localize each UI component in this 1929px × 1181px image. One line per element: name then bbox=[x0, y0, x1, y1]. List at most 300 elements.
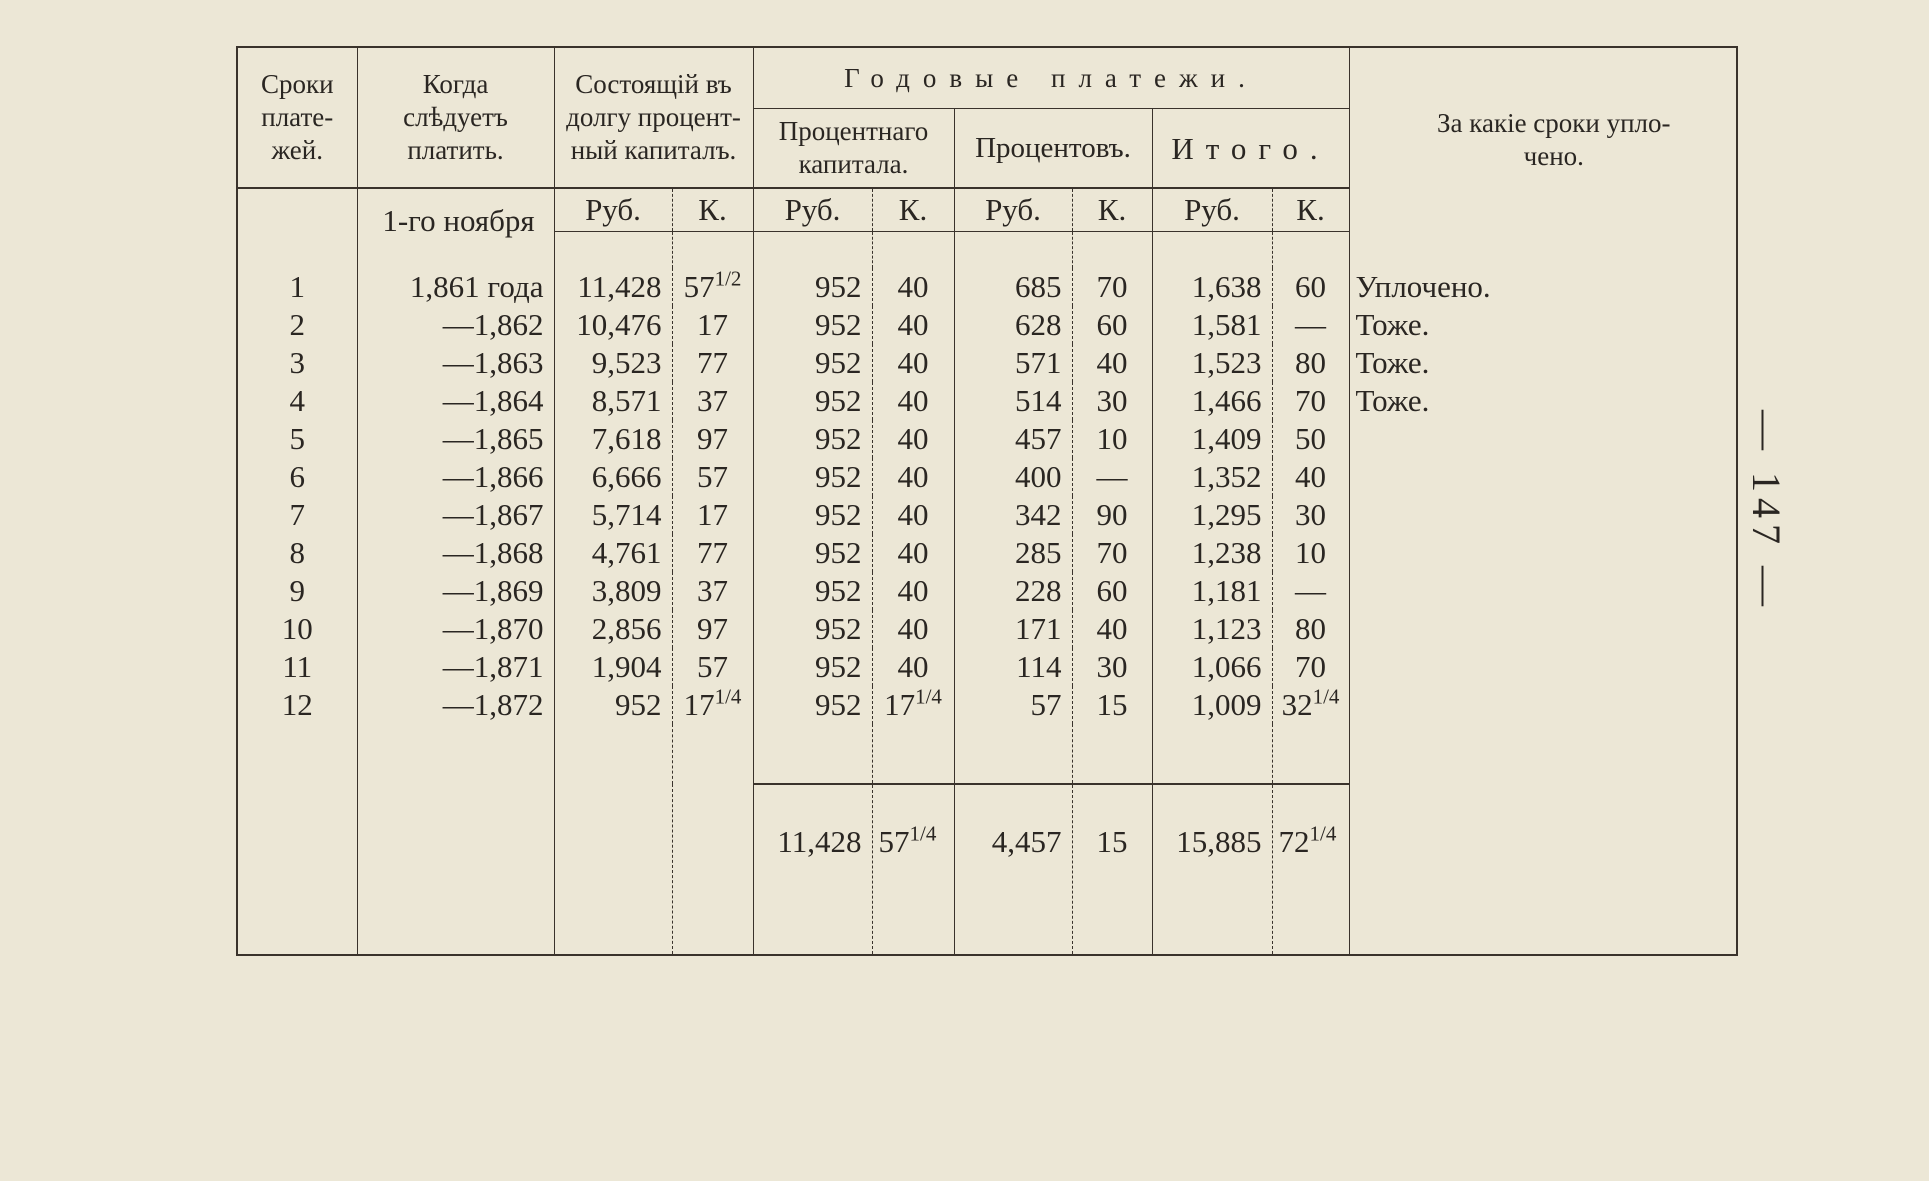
row-paid-note-value: Уплочено. bbox=[1355, 269, 1491, 304]
row-paid-note bbox=[1349, 268, 1737, 306]
row-capital-rub-value: 4,761 bbox=[591, 535, 662, 570]
row-principal-rub-value: 952 bbox=[815, 497, 862, 532]
row-number-value: 2 bbox=[289, 307, 305, 342]
row-total-kop-value: 60 bbox=[1295, 269, 1326, 304]
spacer bbox=[954, 232, 1072, 269]
row-capital-kop-value: 17 bbox=[697, 497, 728, 532]
row-paid-note bbox=[1349, 420, 1737, 458]
row-capital-kop bbox=[672, 268, 753, 306]
row-year-value: —1,864 bbox=[442, 383, 544, 418]
totals-empty bbox=[554, 784, 672, 955]
row-interest-kop-value: 10 bbox=[1096, 421, 1128, 456]
spacer bbox=[554, 724, 672, 784]
row-number bbox=[237, 382, 357, 420]
row-paid-note bbox=[1349, 344, 1737, 382]
row-principal-kop-value: 40 bbox=[897, 611, 929, 646]
row-capital-kop bbox=[672, 648, 753, 686]
row-interest-rub-value: 628 bbox=[1015, 307, 1062, 342]
spacer bbox=[357, 724, 554, 784]
row-year-value: 1,861 года bbox=[409, 269, 544, 304]
row-principal-kop-value: 40 bbox=[897, 649, 929, 684]
table-row bbox=[237, 572, 1737, 610]
row-capital-kop-value: 57 bbox=[697, 459, 728, 494]
date-prefix: 1-го ноября bbox=[357, 188, 554, 268]
row-interest-kop-value: 60 bbox=[1096, 573, 1128, 608]
row-principal-kop bbox=[872, 344, 954, 382]
row-interest-kop bbox=[1072, 534, 1152, 572]
row-interest-kop bbox=[1072, 458, 1152, 496]
row-principal-kop-value: 40 bbox=[897, 345, 929, 380]
row-number-value: 5 bbox=[289, 421, 305, 456]
row-paid-note bbox=[1349, 572, 1737, 610]
spacer bbox=[1272, 232, 1349, 269]
row-interest-rub bbox=[954, 648, 1072, 686]
row-total-rub bbox=[1152, 648, 1272, 686]
row-interest-rub bbox=[954, 458, 1072, 496]
row-capital-rub-value: 8,571 bbox=[591, 383, 662, 418]
row-total-kop-value: 70 bbox=[1295, 649, 1326, 684]
row-capital-rub-value: 11,428 bbox=[577, 269, 662, 304]
total-principal-rub: 11,428 bbox=[753, 784, 872, 955]
totals-empty bbox=[1349, 784, 1737, 955]
row-year bbox=[357, 268, 554, 306]
row-year bbox=[357, 382, 554, 420]
unit-empty bbox=[237, 188, 357, 268]
row-interest-kop bbox=[1072, 382, 1152, 420]
row-total-kop-value: 30 bbox=[1295, 497, 1326, 532]
row-paid-note bbox=[1349, 306, 1737, 344]
header-capital bbox=[554, 47, 753, 188]
row-capital-rub bbox=[554, 496, 672, 534]
row-capital-rub bbox=[554, 610, 672, 648]
spacer bbox=[1072, 232, 1152, 269]
row-total-kop-value: 32 bbox=[1281, 687, 1313, 722]
row-capital-kop-fraction: 1/2 bbox=[714, 266, 742, 291]
row-total-rub-value: 1,295 bbox=[1191, 497, 1262, 532]
row-principal-kop-value: 40 bbox=[897, 535, 929, 570]
row-capital-kop-value: 37 bbox=[697, 573, 728, 608]
row-total-rub-value: 1,638 bbox=[1191, 269, 1262, 304]
row-principal-rub-value: 952 bbox=[815, 421, 862, 456]
total-principal-kop-frac: 1/4 bbox=[909, 821, 937, 846]
table-row bbox=[237, 686, 1737, 724]
row-principal-kop-value: 40 bbox=[897, 459, 929, 494]
row-interest-rub-value: 571 bbox=[1015, 345, 1062, 380]
row-capital-rub-value: 10,476 bbox=[576, 307, 662, 342]
row-capital-kop bbox=[672, 686, 753, 724]
row-interest-kop-value: 90 bbox=[1096, 497, 1128, 532]
row-interest-kop-value: 30 bbox=[1096, 383, 1128, 418]
row-interest-kop bbox=[1072, 420, 1152, 458]
row-principal-kop bbox=[872, 420, 954, 458]
row-capital-rub bbox=[554, 268, 672, 306]
row-number-value: 1 bbox=[289, 269, 305, 304]
row-capital-rub-value: 5,714 bbox=[591, 497, 662, 532]
spacer bbox=[1349, 724, 1737, 784]
header-capital-line: ный капиталъ. bbox=[570, 135, 737, 165]
row-principal-kop bbox=[872, 648, 954, 686]
row-number-value: 10 bbox=[281, 611, 313, 646]
row-principal-rub-value: 952 bbox=[815, 611, 862, 646]
row-principal-kop-value: 40 bbox=[897, 421, 929, 456]
row-principal-rub bbox=[753, 610, 872, 648]
row-total-rub-value: 1,066 bbox=[1191, 649, 1262, 684]
row-paid-note bbox=[1349, 610, 1737, 648]
table-row bbox=[237, 268, 1737, 306]
row-principal-rub-value: 952 bbox=[815, 459, 862, 494]
row-interest-kop-value: 40 bbox=[1096, 345, 1128, 380]
spacer bbox=[1072, 724, 1152, 784]
row-capital-rub-value: 952 bbox=[615, 687, 662, 722]
row-principal-rub-value: 952 bbox=[815, 345, 862, 380]
row-total-kop-value: 10 bbox=[1295, 535, 1326, 570]
header-principal-line: капитала. bbox=[798, 149, 909, 179]
row-interest-kop-value: — bbox=[1096, 459, 1128, 494]
spacer bbox=[954, 724, 1072, 784]
spacer bbox=[554, 232, 672, 269]
row-principal-rub-value: 952 bbox=[815, 307, 862, 342]
row-total-kop bbox=[1272, 382, 1349, 420]
row-total-rub-value: 1,409 bbox=[1191, 421, 1262, 456]
row-principal-kop-value: 40 bbox=[897, 573, 929, 608]
row-principal-kop bbox=[872, 268, 954, 306]
row-year-value: —1,868 bbox=[442, 535, 544, 570]
row-total-rub-value: 1,009 bbox=[1191, 687, 1262, 722]
total-principal-kop-int: 57 bbox=[878, 824, 910, 859]
row-capital-kop-value: 97 bbox=[697, 611, 728, 646]
row-total-rub bbox=[1152, 534, 1272, 572]
row-principal-rub bbox=[753, 306, 872, 344]
row-interest-rub bbox=[954, 344, 1072, 382]
row-capital-rub-value: 9,523 bbox=[591, 345, 662, 380]
row-year-value: —1,872 bbox=[442, 687, 544, 722]
row-total-rub bbox=[1152, 420, 1272, 458]
row-year-value: —1,867 bbox=[442, 497, 544, 532]
row-interest-rub-value: 171 bbox=[1015, 611, 1062, 646]
row-principal-rub bbox=[753, 572, 872, 610]
row-capital-kop-value: 77 bbox=[697, 535, 728, 570]
row-principal-rub bbox=[753, 686, 872, 724]
header-term-line: плате- bbox=[261, 102, 334, 132]
row-paid-note bbox=[1349, 496, 1737, 534]
row-total-kop-fraction: 1/4 bbox=[1312, 684, 1340, 709]
row-interest-rub bbox=[954, 306, 1072, 344]
row-capital-kop-value: 17 bbox=[697, 307, 728, 342]
row-principal-kop-value: 40 bbox=[897, 269, 929, 304]
row-principal-rub bbox=[753, 496, 872, 534]
row-interest-kop bbox=[1072, 648, 1152, 686]
spacer bbox=[753, 232, 872, 269]
row-capital-rub bbox=[554, 458, 672, 496]
spacer bbox=[1272, 724, 1349, 784]
row-interest-kop bbox=[1072, 572, 1152, 610]
row-principal-rub bbox=[753, 382, 872, 420]
row-year bbox=[357, 610, 554, 648]
row-principal-rub bbox=[753, 344, 872, 382]
spacer bbox=[1349, 232, 1737, 269]
row-capital-rub bbox=[554, 648, 672, 686]
row-capital-kop bbox=[672, 534, 753, 572]
row-capital-kop bbox=[672, 382, 753, 420]
unit-rub: Руб. bbox=[1152, 188, 1272, 232]
row-interest-rub bbox=[954, 382, 1072, 420]
row-interest-rub bbox=[954, 610, 1072, 648]
row-capital-kop bbox=[672, 458, 753, 496]
spacer bbox=[672, 724, 753, 784]
row-interest-rub-value: 114 bbox=[1016, 649, 1062, 684]
row-total-rub-value: 1,466 bbox=[1191, 383, 1262, 418]
row-total-rub bbox=[1152, 382, 1272, 420]
row-total-rub bbox=[1152, 610, 1272, 648]
row-interest-rub bbox=[954, 420, 1072, 458]
total-sum-kop-int: 72 bbox=[1278, 824, 1310, 859]
row-number bbox=[237, 648, 357, 686]
row-total-kop bbox=[1272, 534, 1349, 572]
row-paid-note bbox=[1349, 382, 1737, 420]
row-year-value: —1,871 bbox=[442, 649, 544, 684]
row-total-rub-value: 1,581 bbox=[1191, 307, 1262, 342]
row-total-kop-value: — bbox=[1295, 307, 1326, 342]
row-number bbox=[237, 344, 357, 382]
row-total-kop bbox=[1272, 610, 1349, 648]
row-number bbox=[237, 268, 357, 306]
row-interest-kop bbox=[1072, 686, 1152, 724]
header-when-line: Когда bbox=[422, 69, 489, 99]
row-total-kop bbox=[1272, 686, 1349, 724]
row-interest-rub-value: 285 bbox=[1015, 535, 1062, 570]
row-capital-rub-value: 6,666 bbox=[591, 459, 662, 494]
row-number bbox=[237, 306, 357, 344]
totals-empty bbox=[237, 784, 357, 955]
row-interest-rub bbox=[954, 572, 1072, 610]
row-paid-note-value: Тоже. bbox=[1355, 383, 1430, 418]
row-total-rub bbox=[1152, 268, 1272, 306]
row-capital-rub-value: 2,856 bbox=[591, 611, 662, 646]
row-principal-kop bbox=[872, 686, 954, 724]
totals-empty bbox=[357, 784, 554, 955]
row-total-kop bbox=[1272, 572, 1349, 610]
row-interest-kop bbox=[1072, 268, 1152, 306]
row-total-rub bbox=[1152, 686, 1272, 724]
row-interest-rub-value: 228 bbox=[1015, 573, 1062, 608]
row-capital-rub bbox=[554, 686, 672, 724]
unit-rub: Руб. bbox=[753, 188, 872, 232]
row-number bbox=[237, 610, 357, 648]
row-total-rub bbox=[1152, 496, 1272, 534]
header-annual-payments: Годовые платежи. bbox=[753, 47, 1349, 109]
row-principal-kop-value: 40 bbox=[897, 383, 929, 418]
row-total-rub bbox=[1152, 572, 1272, 610]
row-total-rub bbox=[1152, 344, 1272, 382]
row-capital-kop-value: 37 bbox=[697, 383, 728, 418]
row-interest-rub bbox=[954, 534, 1072, 572]
row-capital-rub-value: 1,904 bbox=[591, 649, 662, 684]
unit-kop: К. bbox=[872, 188, 954, 232]
row-total-rub bbox=[1152, 306, 1272, 344]
row-principal-rub-value: 952 bbox=[815, 383, 862, 418]
row-total-rub-value: 1,352 bbox=[1191, 459, 1262, 494]
row-principal-kop bbox=[872, 610, 954, 648]
row-principal-rub bbox=[753, 648, 872, 686]
header-when-line: слѣдуетъ bbox=[403, 102, 508, 132]
row-capital-kop-value: 57 bbox=[697, 649, 728, 684]
row-total-kop-value: 80 bbox=[1295, 345, 1326, 380]
row-interest-kop-value: 70 bbox=[1096, 535, 1128, 570]
row-year bbox=[357, 306, 554, 344]
row-total-kop bbox=[1272, 458, 1349, 496]
spacer bbox=[672, 232, 753, 269]
row-paid-note-value: Тоже. bbox=[1355, 345, 1430, 380]
row-principal-kop bbox=[872, 534, 954, 572]
header-capital-line: Состоящій въ bbox=[575, 69, 732, 99]
row-year bbox=[357, 686, 554, 724]
header-when-line: платить. bbox=[407, 135, 504, 165]
row-interest-kop bbox=[1072, 610, 1152, 648]
row-interest-rub-value: 400 bbox=[1015, 459, 1062, 494]
payment-schedule-table-wrap bbox=[236, 46, 1736, 954]
header-term-line: жей. bbox=[271, 135, 323, 165]
row-capital-rub bbox=[554, 572, 672, 610]
row-year-value: —1,866 bbox=[442, 459, 544, 494]
row-number bbox=[237, 686, 357, 724]
table-row bbox=[237, 382, 1737, 420]
row-interest-kop bbox=[1072, 496, 1152, 534]
row-capital-rub bbox=[554, 534, 672, 572]
row-number-value: 12 bbox=[281, 687, 313, 722]
total-sum-kop-frac: 1/4 bbox=[1309, 821, 1337, 846]
header-paid-terms bbox=[1349, 47, 1737, 232]
row-interest-rub bbox=[954, 496, 1072, 534]
row-number-value: 8 bbox=[289, 535, 305, 570]
row-interest-kop-value: 60 bbox=[1096, 307, 1128, 342]
row-principal-kop bbox=[872, 572, 954, 610]
unit-rub: Руб. bbox=[554, 188, 672, 232]
row-principal-kop bbox=[872, 382, 954, 420]
page-number: — 147 — bbox=[1744, 410, 1789, 612]
row-total-kop bbox=[1272, 496, 1349, 534]
row-year bbox=[357, 420, 554, 458]
row-interest-rub-value: 342 bbox=[1015, 497, 1062, 532]
row-total-rub-value: 1,238 bbox=[1191, 535, 1262, 570]
row-year-value: —1,865 bbox=[442, 421, 544, 456]
spacer bbox=[753, 724, 872, 784]
row-interest-rub-value: 685 bbox=[1015, 269, 1062, 304]
row-principal-rub-value: 952 bbox=[815, 269, 862, 304]
row-total-kop bbox=[1272, 344, 1349, 382]
row-principal-rub-value: 952 bbox=[815, 573, 862, 608]
total-principal-kop bbox=[872, 784, 954, 955]
row-total-rub-value: 1,523 bbox=[1191, 345, 1262, 380]
table-row bbox=[237, 496, 1737, 534]
spacer bbox=[1152, 724, 1272, 784]
header-term bbox=[237, 47, 357, 188]
row-principal-kop-value: 40 bbox=[897, 307, 929, 342]
row-number bbox=[237, 496, 357, 534]
row-year bbox=[357, 458, 554, 496]
table-row bbox=[237, 648, 1737, 686]
row-total-rub-value: 1,181 bbox=[1191, 573, 1262, 608]
spacer bbox=[237, 724, 357, 784]
row-interest-rub-value: 457 bbox=[1015, 421, 1062, 456]
row-year-value: —1,862 bbox=[442, 307, 544, 342]
table-row bbox=[237, 344, 1737, 382]
row-total-kop bbox=[1272, 420, 1349, 458]
row-interest-rub bbox=[954, 686, 1072, 724]
row-capital-rub bbox=[554, 306, 672, 344]
row-principal-rub bbox=[753, 268, 872, 306]
row-paid-note bbox=[1349, 648, 1737, 686]
row-principal-kop bbox=[872, 496, 954, 534]
row-capital-rub-value: 3,809 bbox=[591, 573, 662, 608]
row-principal-rub bbox=[753, 534, 872, 572]
header-principal-line: Процентнаго bbox=[778, 116, 929, 146]
row-paid-note bbox=[1349, 534, 1737, 572]
totals-empty bbox=[672, 784, 753, 955]
row-capital-rub bbox=[554, 344, 672, 382]
row-number-value: 7 bbox=[289, 497, 305, 532]
row-capital-kop-value: 57 bbox=[683, 269, 715, 304]
row-number bbox=[237, 420, 357, 458]
row-number-value: 6 bbox=[289, 459, 305, 494]
header-interest: Процентовъ. bbox=[954, 109, 1152, 189]
row-total-kop-value: 40 bbox=[1295, 459, 1326, 494]
table-row bbox=[237, 534, 1737, 572]
payment-schedule-table bbox=[236, 46, 1738, 956]
row-interest-rub bbox=[954, 268, 1072, 306]
spacer bbox=[872, 724, 954, 784]
row-capital-kop bbox=[672, 496, 753, 534]
row-year-value: —1,870 bbox=[442, 611, 544, 646]
row-total-kop bbox=[1272, 306, 1349, 344]
row-capital-kop-value: 77 bbox=[697, 345, 728, 380]
table-row bbox=[237, 610, 1737, 648]
row-paid-note-value: Тоже. bbox=[1355, 307, 1430, 342]
row-number bbox=[237, 572, 357, 610]
row-principal-kop-fraction: 1/4 bbox=[915, 684, 942, 709]
row-capital-kop bbox=[672, 572, 753, 610]
row-year bbox=[357, 572, 554, 610]
row-total-kop-value: — bbox=[1295, 573, 1326, 608]
row-capital-rub bbox=[554, 382, 672, 420]
row-total-kop bbox=[1272, 268, 1349, 306]
row-interest-kop bbox=[1072, 344, 1152, 382]
row-year-value: —1,869 bbox=[442, 573, 544, 608]
row-principal-kop-value: 40 bbox=[897, 497, 929, 532]
row-year bbox=[357, 648, 554, 686]
row-number-value: 4 bbox=[289, 383, 305, 418]
row-year bbox=[357, 344, 554, 382]
table-row bbox=[237, 458, 1737, 496]
total-sum-rub: 15,885 bbox=[1152, 784, 1272, 955]
row-number-value: 3 bbox=[289, 345, 305, 380]
header-total: Итого. bbox=[1152, 109, 1349, 189]
spacer bbox=[872, 232, 954, 269]
row-number bbox=[237, 534, 357, 572]
row-capital-rub bbox=[554, 420, 672, 458]
row-principal-kop-value: 17 bbox=[884, 687, 916, 722]
row-principal-rub bbox=[753, 458, 872, 496]
row-capital-kop bbox=[672, 420, 753, 458]
row-total-rub-value: 1,123 bbox=[1191, 611, 1262, 646]
row-number-value: 9 bbox=[289, 573, 305, 608]
total-sum-kop bbox=[1272, 784, 1349, 955]
row-principal-rub-value: 952 bbox=[815, 649, 862, 684]
header-capital-line: долгу процент- bbox=[566, 102, 741, 132]
row-principal-kop bbox=[872, 306, 954, 344]
unit-kop: К. bbox=[672, 188, 753, 232]
row-principal-rub-value: 952 bbox=[815, 535, 862, 570]
row-capital-kop-fraction: 1/4 bbox=[714, 684, 742, 709]
